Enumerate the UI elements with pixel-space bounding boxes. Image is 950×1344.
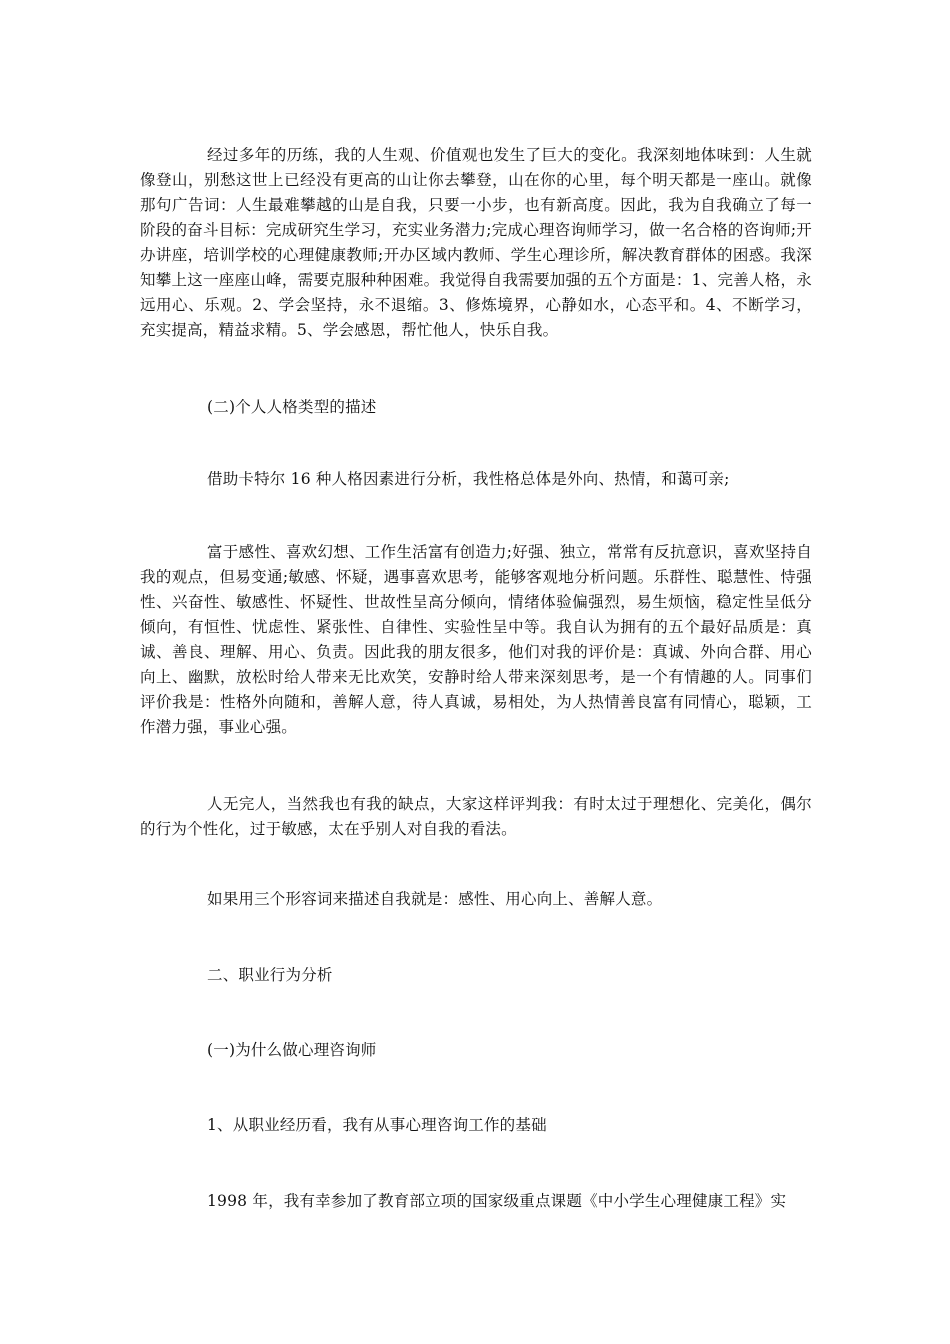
paragraph-personality-traits: 富于感性、喜欢幻想、工作生活富有创造力;好强、独立，常常有反抗意识，喜欢坚持自我的观点，但易变通;敏感、怀疑，遇事喜欢思考，能够客观地分析问题。乐群性、聪慧性、恃强性、兴奋性、敏感性、怀疑性、世故性呈高分倾向，情绪体验偏强烈，易生烦恼，稳定性呈低分倾向，有恒性、忧虑性、紧张性、自律性、实验性呈中等。我自认为拥有的五个最好品质是：真诚、善良、理解、用心、负责。因此我的朋友很多，他们对我的评价是：真诚、外向合群、用心向上、幽默，放松时给人带来无比欢笑，安静时给人带来深刻思考，是一个有情趣的人。同事们评价我是：性格外向随和，善解人意，待人真诚，易相处，为人热情善良富有同情心，聪颖，工作潜力强，事业心强。	[140, 543, 812, 736]
paragraph-shortcomings: 人无完人，当然我也有我的缺点，大家这样评判我：有时太过于理想化、完美化，偶尔的行为个性化，过于敏感，太在乎别人对自我的看法。	[140, 795, 812, 838]
heading-why-counselor: (一)为什么做心理咨询师	[207, 1041, 377, 1059]
paragraph-three-adjectives: 如果用三个形容词来描述自我就是：感性、用心向上、善解人意。	[207, 890, 663, 908]
paragraph-life-goals: 经过多年的历练，我的人生观、价值观也发生了巨大的变化。我深刻地体味到：人生就像登山，别愁这世上已经没有更高的山让你去攀登，山在你的心里，每个明天都是一座山。就像那句广告词：人生最难攀越的山是自我，只要一小步，也有新高度。因此，我为自我确立了每一阶段的奋斗目标：完成研究生学习，充实业务潜力;完成心理咨询师学习，做一名合格的咨询师;开办讲座，培训学校的心理健康教师;开办区域内教师、学生心理诊所，解决教育群体的困惑。我深知攀上这一座座山峰，需要克服种种困难。我觉得自我需要加强的五个方面是：1、完善人格，永远用心、乐观。2、学会坚持，永不退缩。3、修炼境界，心静如水，心态平和。4、不断学习，充实提高，精益求精。5、学会感恩，帮忙他人，快乐自我。	[140, 146, 812, 339]
heading-career-behavior-analysis: 二、职业行为分析	[207, 966, 333, 984]
paragraph-1998-project: 1998 年，我有幸参加了教育部立项的国家级重点课题《中小学生心理健康工程》实	[207, 1192, 787, 1210]
heading-career-experience: 1、从职业经历看，我有从事心理咨询工作的基础	[207, 1116, 547, 1134]
heading-personality-type: (二)个人人格类型的描述	[207, 398, 377, 416]
paragraph-cattell-analysis: 借助卡特尔 16 种人格因素进行分析，我性格总体是外向、热情，和蔼可亲;	[207, 470, 730, 488]
